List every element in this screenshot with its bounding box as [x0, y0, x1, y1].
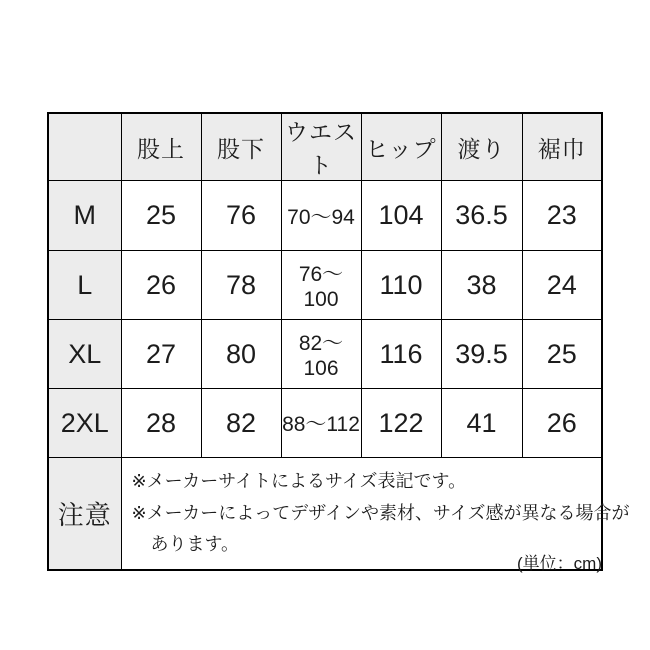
cell-inseam: 80: [201, 320, 281, 389]
note-line: ※メーカーによってデザインや素材、サイズ感が異なる場合が: [131, 502, 630, 523]
table-row-l: [48, 251, 602, 320]
cell-rise: 25: [121, 181, 201, 251]
cell-inseam: 76: [201, 181, 281, 251]
size-label: 2XL: [48, 389, 121, 458]
cell-rise: 27: [121, 320, 201, 389]
col-header-hem: 裾巾: [522, 113, 602, 181]
cell-rise: 28: [121, 389, 201, 458]
cell-waist: 82〜106: [281, 320, 361, 389]
cell-thigh: 36.5: [441, 181, 522, 251]
cell-hem: 23: [522, 181, 602, 251]
cell-hem: 25: [522, 320, 602, 389]
cell-hip: 116: [361, 320, 441, 389]
cell-hem: 26: [522, 389, 602, 458]
size-label: XL: [48, 320, 121, 389]
cell-thigh: 39.5: [441, 320, 522, 389]
cell-rise: 26: [121, 251, 201, 320]
col-header-inseam: 股下: [201, 113, 281, 181]
table-row-m: [48, 181, 602, 251]
col-header-hip: ヒップ: [361, 113, 441, 181]
table-row-xl: [48, 320, 602, 389]
cell-hem: 24: [522, 251, 602, 320]
cell-thigh: 38: [441, 251, 522, 320]
cell-waist: 76〜100: [281, 251, 361, 320]
unit-label: (単位：cm): [517, 554, 602, 573]
cell-inseam: 82: [201, 389, 281, 458]
table-row-2xl: [48, 389, 602, 458]
col-header-thigh: 渡り: [441, 113, 522, 181]
size-chart-table: [47, 112, 630, 571]
cell-thigh: 41: [441, 389, 522, 458]
size-label: M: [48, 181, 121, 251]
cell-waist: 88〜112: [281, 389, 361, 458]
note-line: ※メーカーサイトによるサイズ表記です。: [131, 471, 467, 491]
header-row: [48, 113, 602, 181]
cell-inseam: 78: [201, 251, 281, 320]
cell-waist: 70〜94: [281, 181, 361, 251]
corner-cell: [48, 113, 121, 181]
cell-hip: 122: [361, 389, 441, 458]
size-label: L: [48, 251, 121, 320]
col-header-waist: ウエスト: [281, 113, 361, 181]
note-line: あります。: [150, 534, 240, 554]
note-label: 注意: [48, 458, 121, 570]
col-header-rise: 股上: [121, 113, 201, 181]
cell-hip: 110: [361, 251, 441, 320]
cell-hip: 104: [361, 181, 441, 251]
